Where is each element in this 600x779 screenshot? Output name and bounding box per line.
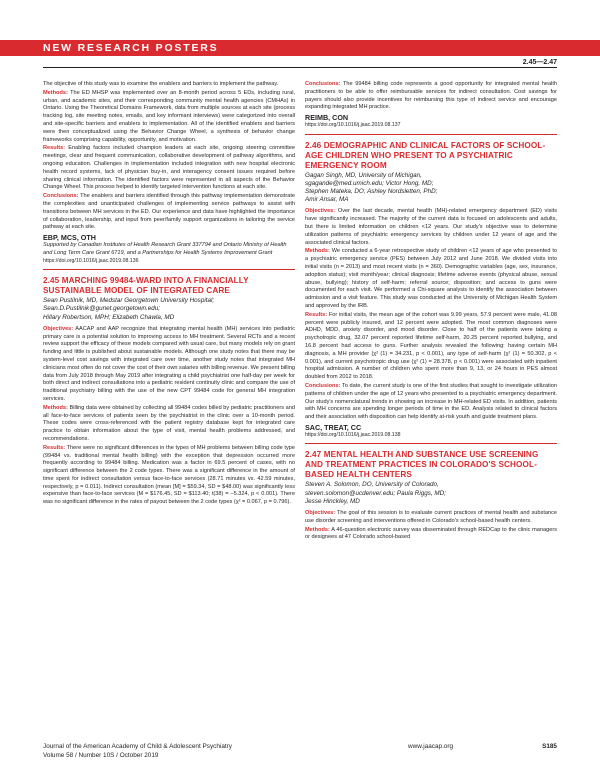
footer-url[interactable]: www.jaacap.org bbox=[408, 743, 454, 750]
section-header-title: NEW RESEARCH POSTERS bbox=[43, 42, 219, 54]
doi-link[interactable]: https://doi.org/10.1016/j.jaac.2019.08.136 bbox=[43, 257, 139, 264]
footer-journal-name: Journal of the American Academy of Child & Adolescent Psychiatry bbox=[43, 743, 232, 750]
methods-paragraph bbox=[305, 248, 557, 310]
section-title-2-46: 2.46 DEMOGRAPHIC AND CLINICAL FACTORS OF SCHOOL-AGE CHILDREN WHO PRESENT TO A PSYCHIATRIC EMERGENCY ROOM bbox=[305, 140, 546, 170]
methods-text: A 46-question electronic survey was disseminated through REDCap to the clinic managers or designees at 47 Colorado school-based bbox=[305, 526, 557, 541]
methods-paragraph bbox=[43, 405, 295, 444]
author-line: Hillary Robertson, MPH; Elizabeth Chawla, MD bbox=[43, 313, 175, 321]
objectives-label: Objectives: bbox=[43, 325, 74, 332]
methods-text: The ED MHSP was implemented over an 8-month period across 5 EDs, including rural, urban, and academic sites, and their corresponding community mental health agencies (CMHAs) in Ontario. Using the Theoretical Domains Framework, data from multiple sources at each site (process tracking log, site meeting notes, emails, and key informant interviews) were categorized into overall and site-specific barriers and enablers to implementation. All of the identified enablers and barriers were then conceptualized using the Behavior Change Wheel, a synthesis of behavior change frameworks comprising capability, opportunity, and motivation. bbox=[43, 89, 296, 143]
author-line: Jesse Hinckley, MD bbox=[305, 497, 360, 505]
page-range: 2.45—2.47 bbox=[522, 59, 557, 66]
results-text: For initial visits, the mean age of the cohort was 9.99 years, 57.9 percent were male, 41.08 percent were publicly insured, and 12 percent were adopted. The most common diagnoses were ADHD, MDD, anxiety disorder, and mood disorder. Close to half of the patients were taking a psychotropic drug, 32.07 percent reported lifetime self-harm, 20.25 percent reported bullying, and 16.8 percent had access to guns. Further analysis revealed the following: having certain MH diagnosis, a MH provider (χ² (1) = 34.231, p < 0.001), any type of self-harm (χ² (1) = 50.302, p < 0.001), and current psychotropic drug use (χ² (1) = 28.378, p < 0.001) were associated with inpatient hospital admission. A number of children who spent more than 9, 13, or 24 hours in PES almost doubled from 2012 to 2018. bbox=[305, 311, 557, 381]
methods-label: Methods: bbox=[305, 526, 330, 533]
doi-link[interactable]: https://doi.org/10.1016/j.jaac.2019.08.138 bbox=[305, 431, 401, 438]
conclusions-paragraph bbox=[305, 81, 557, 112]
methods-paragraph bbox=[43, 90, 295, 145]
objectives-text: Over the last decade, mental health (MH)-related emergency department (ED) visits have significantly increased. The majority of the current data is focused on adolescents and adults, but there is limited information on children <12 years. Our study's objective was to determine utilization patterns of psychiatric emergency services by children under 12 years of age and the associated clinical factors. bbox=[305, 208, 557, 246]
conclusions-text: The enablers and barriers identified through this pathway implementation demonstrate the complexities and unanticipated challenges of implementing service pathways to assist with transitions between MH services in the ED. Our experience and data have highlighted the importance of collaboration, leadership, and input from peer/family support organizations in tailoring the service pathway at each site. bbox=[43, 193, 296, 231]
section-divider bbox=[305, 134, 557, 135]
affiliation-codes: REIMB, CON bbox=[305, 113, 349, 123]
results-label: Results: bbox=[305, 311, 328, 318]
conclusions-text: The 99484 billing code represents a good opportunity for integrated mental health practitioners to be able to offer reimbursable services for indirect consultation. Cost savings for payers should also provide incentives for reimbursing this type of indirect service and encourage expanding integrated MH practice. bbox=[305, 81, 557, 111]
methods-label: Methods: bbox=[43, 89, 68, 96]
section-title-2-47: 2.47 MENTAL HEALTH AND SUBSTANCE USE SCREENING AND TREATMENT PRACTICES IN COLORADO'S SCHOOL-BASED HEALTH CENTERS bbox=[305, 450, 539, 480]
affiliation-codes: SAC, TREAT, CC bbox=[305, 422, 362, 432]
author-line: Steven A. Solomon, DO, University of Colorado, bbox=[305, 481, 439, 489]
results-paragraph bbox=[43, 145, 295, 192]
results-text: Enabling factors included champion leaders at each site, ongoing steering committee meetings, clear and frequent communication, collaborative development of pathway algorithms, and ongoing education. Challenges in implementation included integration with new hospital electronic health record systems, lack of physician buy-in, and interagency consent issues required before sharing clinical information. The identified factors were represented in all aspects of the Behavior Change Wheel. This process helped to identify targeted intervention functions at each site. bbox=[43, 145, 296, 191]
author-email[interactable]: steven.solomon@ucdenver.edu; Paula Riggs, MD; bbox=[305, 489, 446, 497]
methods-label: Methods: bbox=[305, 248, 330, 255]
author-line: Amir Ansar, MA bbox=[305, 196, 349, 204]
author-line: Gagan Singh, MD, University of Michigan, bbox=[305, 171, 422, 179]
footer-volume: Volume 58 / Number 10S / October 2019 bbox=[43, 752, 159, 759]
affiliation-codes: EBP, MCS, OTH bbox=[43, 233, 96, 243]
methods-paragraph bbox=[305, 527, 557, 543]
right-column bbox=[305, 81, 557, 543]
header-rule bbox=[43, 67, 557, 68]
conclusions-paragraph bbox=[305, 383, 557, 422]
section-title-2-45: 2.45 MARCHING 99484-WARD INTO A FINANCIALLY SUSTAINABLE MODEL OF INTEGRATED CARE bbox=[43, 276, 249, 296]
author-email[interactable]: Sean.D.Pustilnik@gunet.georgetown.edu; bbox=[43, 305, 161, 313]
page-number: S185 bbox=[542, 743, 557, 750]
objectives-text: The goal of this session is to evaluate current practices of mental health and substance use disorder screening and interventions offered in Colorado's school-based health centers. bbox=[305, 509, 557, 524]
methods-label: Methods: bbox=[43, 404, 68, 411]
section-divider bbox=[305, 443, 557, 444]
results-paragraph bbox=[305, 312, 557, 382]
authors-2-47 bbox=[305, 481, 557, 506]
authors-2-45 bbox=[43, 297, 295, 322]
results-paragraph bbox=[43, 445, 295, 507]
left-column bbox=[43, 81, 295, 508]
section-divider bbox=[43, 269, 295, 270]
top-margin bbox=[0, 0, 600, 14]
doi-link[interactable]: https://doi.org/10.1016/j.jaac.2019.08.137 bbox=[305, 122, 401, 129]
methods-text: We conducted a 6-year retrospective study of children <12 years of age who presented to a psychiatric emergency service (PES) between July 2012 and June 2018. We divided visits into initial visits (n = 2013) and most recent visits (n = 360). Demographic variables (age, sex, insurance, adoption status); visit month/year; clinical diagnosis; lifetime adverse events (physical abuse, sexual abuse, bullying); history of self-harm; referral source; disposition; and access to guns were documented for each visit. We performed a Chi-square analysis to identify the association between admission and a visit feature. This study was conducted at the University of Michigan Health System and approved by the IRB. bbox=[305, 248, 557, 309]
objectives-label: Objectives: bbox=[305, 509, 336, 516]
objectives-paragraph bbox=[305, 510, 557, 526]
conclusions-label: Conclusions: bbox=[305, 382, 341, 389]
conclusions-paragraph bbox=[43, 193, 295, 232]
author-line: Sean Pustilnik, MD, Medstar Georgetown University Hospital; bbox=[43, 297, 215, 305]
results-label: Results: bbox=[43, 444, 66, 451]
results-label: Results: bbox=[43, 145, 66, 152]
continued-paragraph: The objective of this study was to examine the enablers and barriers to implement the pathway. bbox=[43, 81, 279, 87]
objectives-paragraph bbox=[43, 326, 295, 404]
conclusions-label: Conclusions: bbox=[305, 81, 341, 87]
conclusions-label: Conclusions: bbox=[43, 193, 79, 200]
support-statement: Supported by Canadian Institutes of Health Research Grant 337794 and Ontario Ministry of Health and Long Term Care Grant 6719, and a Partnerships for Health Systems Improvement Grant bbox=[43, 242, 287, 256]
objectives-paragraph bbox=[305, 208, 557, 247]
objectives-text: AACAP and AAP recognize that integrating mental health (MH) services into pediatric primary care is a potential solution to improving access to MH treatment. Several RCTs and a recent review support the efficacy of these models compared with usual care, but many models rely on grant funding and little is published about sustainable models. Although one study notes that there may be system-level cost savings with integrated care over time, another study notes that integrated MH clinicians most often do not cover the cost of their own salaries with billing revenue. We present billing data from July 2018 through May 2019 after integrating a child psychiatrist one half-day per week for both direct and indirect consultations into a pediatric resident continuity clinic and compare the use of traditional psychiatry billing with the use of the new CPT 99484 code for general MH integration services. bbox=[43, 325, 295, 402]
results-text: There were no significant differences in the types of MH problems between billing code type (99484 vs. traditional mental health billing) with the exception that depression occurred more frequently according to 99484 billing. Medication was a factor in 69.5 percent of cases, with no significant difference between the 2 code types. There was a significant difference in the amount of time spent for indirect consultation versus face-to-face services (28.71 minutes vs. 42.59 minutes, respectively, p = 0.011). Indirect consultation (mean [M] = $59.34, SD = $48.00) was significantly less expensive than face-to-face services (M = $176.45, SD = $113.40; t(38) = −5.324, p < 0.001). There was no significant difference in the rates of payout between the 2 code types (χ² = 0.067, p = 0.796). bbox=[43, 444, 295, 506]
objectives-label: Objectives: bbox=[305, 208, 336, 215]
methods-text: Billing data were obtained by collecting all 99484 codes billed by pediatric practitioners and all face-to-face services of patients seen by the psychiatrist in the clinic over a 10-month period. These codes were cross-referenced with the patient registry database kept for integrated care practice to obtain information about the type of visit, mental health problems addressed, and recommendations. bbox=[43, 404, 295, 442]
conclusions-text: To date, the current study is one of the first studies that sought to investigate utilization patterns of children under the age of 12 years who presented to a psychiatric emergency department. Our study's nomenclatural trends in showing an increase in MH-related ED visits. In addition, patients with MH concerns are spending longer periods of time in the ED. Analysis related to clinical factors and their association with disposition can help identify at-risk youth and guide treatment plans. bbox=[305, 382, 557, 421]
authors-2-46 bbox=[305, 172, 557, 205]
author-email[interactable]: sgagande@med.umich.edu; Victor Hong, MD; bbox=[305, 179, 434, 187]
author-line: Stephen Mateka, DO; Ashley Nordsletten, PhD; bbox=[305, 188, 438, 195]
